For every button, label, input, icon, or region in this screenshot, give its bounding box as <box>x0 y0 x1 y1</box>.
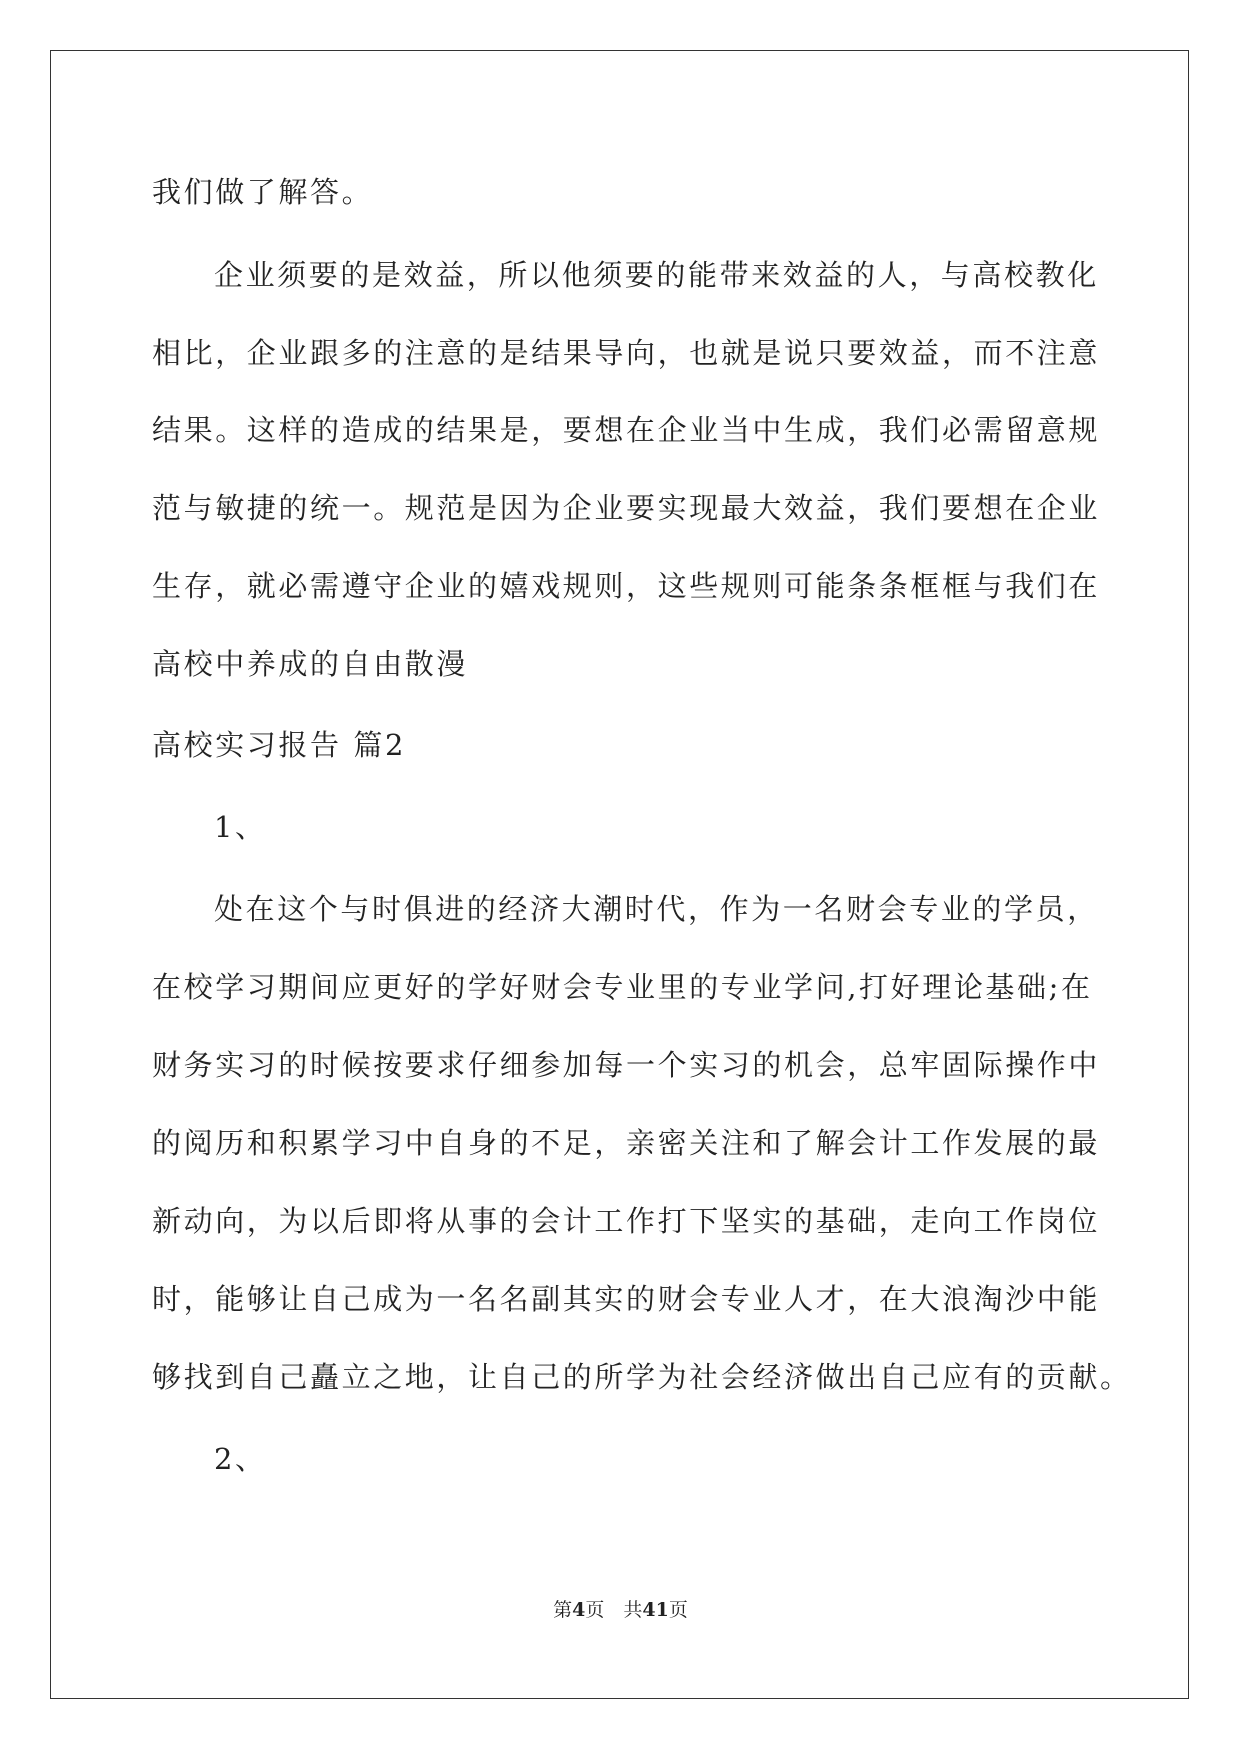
page-footer <box>0 1598 1241 1622</box>
paragraph-line: 时，能够让自己成为一名名副其实的财会专业人才，在大浪淘沙中能 <box>152 1282 1101 1316</box>
section-heading: 高校实习报告 篇2 <box>152 728 407 762</box>
paragraph-line: 我们做了解答。 <box>152 175 374 209</box>
footer-page-number: 4 <box>572 1599 586 1621</box>
list-number: 1、 <box>214 810 267 844</box>
paragraph-line: 企业须要的是效益，所以他须要的能带来效益的人，与高校教化 <box>214 258 1099 292</box>
paragraph-line: 处在这个与时俱进的经济大潮时代，作为一名财会专业的学员， <box>214 892 1099 926</box>
paragraph-line: 够找到自己矗立之地，让自己的所学为社会经济做出自己应有的贡献。 <box>152 1360 1132 1394</box>
footer-middle: 页 共 <box>585 1599 643 1621</box>
paragraph-line: 在校学习期间应更好的学好财会专业里的专业学问,打好理论基础;在 <box>152 970 1093 1004</box>
footer-suffix: 页 <box>668 1599 688 1621</box>
paragraph-line: 高校中养成的自由散漫 <box>152 647 469 681</box>
paragraph-line: 财务实习的时候按要求仔细参加每一个实习的机会，总牢固际操作中 <box>152 1048 1101 1082</box>
footer-total-pages: 41 <box>642 1599 669 1621</box>
paragraph-line: 相比，企业跟多的注意的是结果导向，也就是说只要效益，而不注意 <box>152 336 1101 370</box>
footer-prefix: 第 <box>553 1599 573 1621</box>
list-number: 2、 <box>214 1442 267 1476</box>
paragraph-line: 范与敏捷的统一。规范是因为企业要实现最大效益，我们要想在企业 <box>152 491 1101 525</box>
paragraph-line: 的阅历和积累学习中自身的不足，亲密关注和了解会计工作发展的最 <box>152 1126 1101 1160</box>
paragraph-line: 新动向，为以后即将从事的会计工作打下坚实的基础，走向工作岗位 <box>152 1204 1101 1238</box>
paragraph-line: 生存，就必需遵守企业的嬉戏规则，这些规则可能条条框框与我们在 <box>152 569 1101 603</box>
paragraph-line: 结果。这样的造成的结果是，要想在企业当中生成，我们必需留意规 <box>152 413 1101 447</box>
